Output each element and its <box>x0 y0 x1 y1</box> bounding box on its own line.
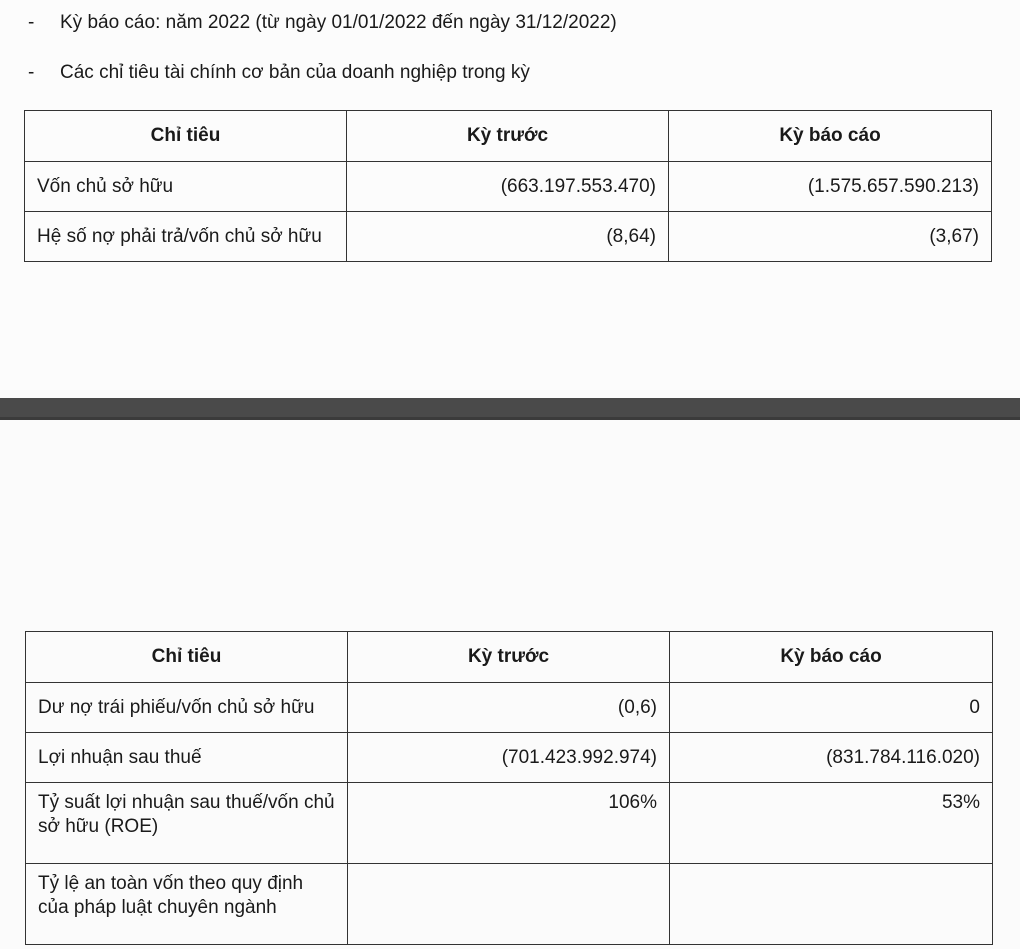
reporting-value: 53% <box>670 783 993 864</box>
bullet-financial-indicators <box>28 62 530 84</box>
page-divider <box>0 398 1020 420</box>
header-reporting-period: Kỳ báo cáo <box>669 111 992 162</box>
bullet-report-period <box>28 12 617 34</box>
previous-value <box>348 864 670 945</box>
financial-table-2 <box>25 631 993 945</box>
table-header-row <box>25 111 992 162</box>
reporting-value: (1.575.657.590.213) <box>669 162 992 212</box>
header-previous-period: Kỳ trước <box>348 632 670 683</box>
financial-indicators-text: Các chỉ tiêu tài chính cơ bản của doanh nghiệp trong kỳ <box>60 62 530 83</box>
row-label: Dư nợ trái phiếu/vốn chủ sở hữu <box>26 683 348 733</box>
table-header-row <box>26 632 993 683</box>
row-label: Tỷ lệ an toàn vốn theo quy định của pháp luật chuyên ngành <box>26 864 348 945</box>
header-previous-period: Kỳ trước <box>347 111 669 162</box>
table-row <box>26 783 993 864</box>
table-row <box>26 683 993 733</box>
reporting-value: (831.784.116.020) <box>670 733 993 783</box>
previous-value: (701.423.992.974) <box>348 733 670 783</box>
reporting-value <box>670 864 993 945</box>
previous-value: 106% <box>348 783 670 864</box>
reporting-value: 0 <box>670 683 993 733</box>
table-row <box>25 162 992 212</box>
row-label: Tỷ suất lợi nhuận sau thuế/vốn chủ sở hữu (ROE) <box>26 783 348 864</box>
previous-value: (8,64) <box>347 212 669 262</box>
table-row <box>26 864 993 945</box>
header-indicator: Chỉ tiêu <box>25 111 347 162</box>
previous-value: (663.197.553.470) <box>347 162 669 212</box>
row-label: Hệ số nợ phải trả/vốn chủ sở hữu <box>25 212 347 262</box>
header-indicator: Chỉ tiêu <box>26 632 348 683</box>
table-row <box>26 733 993 783</box>
bullet-dash: - <box>28 62 35 83</box>
financial-table-1 <box>24 110 992 262</box>
reporting-value: (3,67) <box>669 212 992 262</box>
previous-value: (0,6) <box>348 683 670 733</box>
row-label: Vốn chủ sở hữu <box>25 162 347 212</box>
row-label: Lợi nhuận sau thuế <box>26 733 348 783</box>
table-row <box>25 212 992 262</box>
header-reporting-period: Kỳ báo cáo <box>670 632 993 683</box>
bullet-dash: - <box>28 12 35 33</box>
report-period-text: Kỳ báo cáo: năm 2022 (từ ngày 01/01/2022 đến ngày 31/12/2022) <box>60 12 617 33</box>
